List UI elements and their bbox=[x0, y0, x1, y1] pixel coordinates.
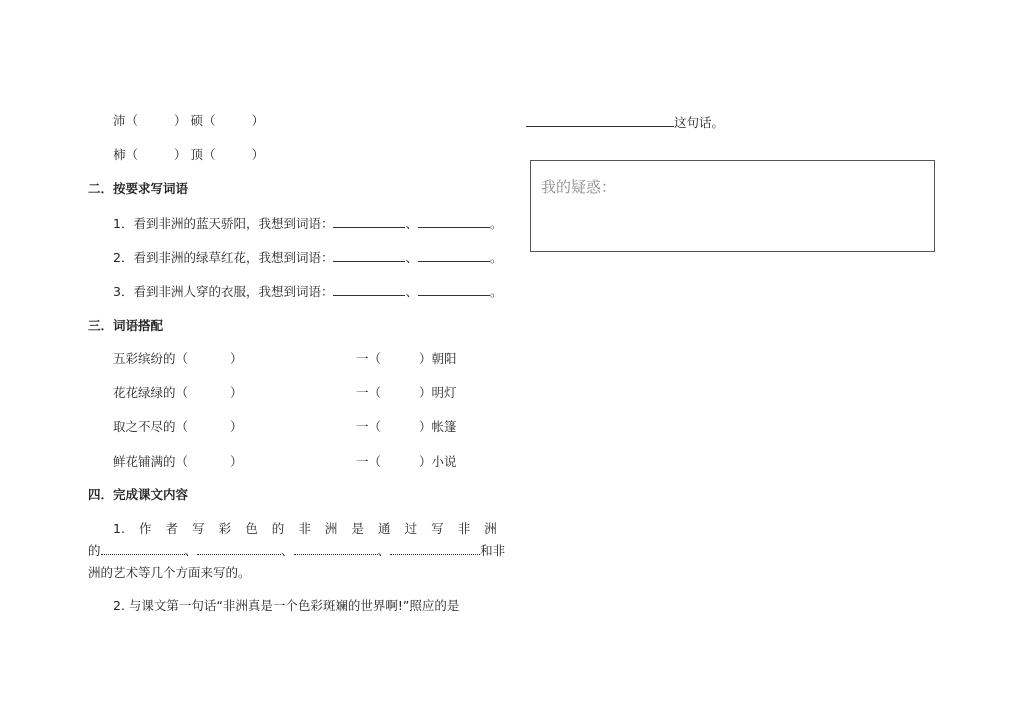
period: 。 bbox=[489, 284, 503, 299]
q1-char: 非 bbox=[298, 521, 311, 536]
match-phrase: 鲜花铺满的 bbox=[113, 454, 176, 469]
match-noun: 明灯 bbox=[431, 385, 457, 400]
match-noun: 帐篷 bbox=[431, 419, 457, 434]
section-2-title: 二．按要求写词语 bbox=[88, 181, 189, 196]
question-box[interactable] bbox=[530, 160, 935, 252]
paren: （ bbox=[125, 147, 139, 162]
separator: 、 bbox=[377, 543, 391, 558]
paren: ） bbox=[174, 113, 187, 128]
q1-char: 作 bbox=[138, 521, 152, 536]
char-2: 硕 bbox=[190, 113, 204, 128]
paren: （ bbox=[175, 385, 189, 400]
paren: （ bbox=[175, 454, 189, 469]
char-row-2 bbox=[113, 147, 264, 163]
answer-blank[interactable] bbox=[333, 215, 405, 228]
paren: （ bbox=[368, 385, 382, 400]
section-3-title: 三．词语搭配 bbox=[88, 318, 164, 333]
paren: ） bbox=[419, 385, 432, 400]
item-number: 1． bbox=[113, 216, 134, 231]
match-phrase: 取之不尽的 bbox=[113, 419, 176, 434]
separator: 、 bbox=[281, 543, 294, 558]
q1-char: 者 bbox=[165, 521, 179, 536]
paren: （ bbox=[203, 113, 216, 128]
match-right-2 bbox=[356, 385, 457, 401]
answer-blank[interactable] bbox=[418, 215, 490, 228]
paren: ） bbox=[419, 454, 432, 469]
item-number: 3． bbox=[113, 284, 134, 299]
paren: ） bbox=[230, 351, 243, 366]
q1-char: 洲 bbox=[324, 521, 338, 536]
paren: （ bbox=[125, 113, 139, 128]
separator: 、 bbox=[184, 543, 198, 558]
char-2: 顶 bbox=[190, 147, 204, 162]
separator: 、 bbox=[405, 250, 418, 265]
q1-char: 写 bbox=[431, 521, 444, 536]
q1-text: 和非 bbox=[480, 543, 506, 558]
q1-number: 1. bbox=[113, 521, 125, 536]
s4-q2: 2. 与课文第一句话“非洲真是一个色彩斑斓的世界啊!”照应的是 bbox=[113, 598, 460, 613]
paren: ） bbox=[251, 113, 265, 128]
match-phrase: 花花绿绿的 bbox=[113, 385, 176, 400]
match-left-4 bbox=[113, 454, 243, 470]
match-prefix: 一 bbox=[356, 351, 369, 366]
answer-blank[interactable] bbox=[418, 283, 490, 296]
item-number: 2． bbox=[113, 250, 134, 265]
s2-item-3 bbox=[113, 283, 503, 300]
paren: （ bbox=[203, 147, 216, 162]
q1-char: 通 bbox=[378, 521, 391, 536]
s4-q1-line3: 洲的艺术等几个方面来写的。 bbox=[88, 565, 251, 580]
q1-char: 写 bbox=[192, 521, 205, 536]
item-text: 看到非洲的蓝天骄阳，我想到词语： bbox=[133, 216, 334, 231]
match-left-2 bbox=[113, 385, 243, 401]
match-prefix: 一 bbox=[356, 419, 369, 434]
paren: （ bbox=[368, 454, 382, 469]
q1-char: 色 bbox=[245, 521, 258, 536]
match-noun: 朝阳 bbox=[431, 351, 457, 366]
s2-item-2 bbox=[113, 249, 503, 266]
match-prefix: 一 bbox=[356, 454, 369, 469]
paren: （ bbox=[175, 419, 189, 434]
answer-blank[interactable] bbox=[333, 283, 405, 296]
period: 。 bbox=[489, 250, 503, 265]
item-text: 看到非洲的绿草红花，我想到词语： bbox=[133, 250, 334, 265]
paren: ） bbox=[419, 351, 432, 366]
answer-blank[interactable] bbox=[526, 114, 674, 127]
match-right-4 bbox=[356, 454, 457, 470]
q1-char: 的 bbox=[271, 521, 285, 536]
char-1: 沛 bbox=[113, 113, 126, 128]
separator: 、 bbox=[405, 216, 418, 231]
q1-char: 彩 bbox=[218, 521, 232, 536]
s2-item-1 bbox=[113, 215, 503, 232]
char-row-1 bbox=[113, 113, 264, 129]
answer-blank[interactable] bbox=[294, 542, 378, 555]
match-left-1 bbox=[113, 351, 243, 367]
paren: （ bbox=[368, 351, 382, 366]
answer-blank[interactable] bbox=[390, 542, 480, 555]
q1-text: 的 bbox=[88, 543, 101, 558]
q1-char: 非 bbox=[457, 521, 471, 536]
paren: ） bbox=[251, 147, 265, 162]
answer-blank[interactable] bbox=[197, 542, 281, 555]
period: 。 bbox=[489, 216, 503, 231]
paren: ） bbox=[174, 147, 187, 162]
match-right-1 bbox=[356, 351, 457, 367]
s4-q1-line1 bbox=[113, 521, 497, 537]
q1-char: 洲 bbox=[484, 521, 497, 536]
s4-q1-line2 bbox=[88, 542, 505, 559]
separator: 、 bbox=[405, 284, 418, 299]
match-phrase: 五彩缤纷的 bbox=[113, 351, 176, 366]
char-1: 柿 bbox=[113, 147, 126, 162]
match-noun: 小说 bbox=[431, 454, 457, 469]
paren: ） bbox=[419, 419, 432, 434]
match-right-3 bbox=[356, 419, 457, 435]
paren: ） bbox=[230, 385, 243, 400]
match-prefix: 一 bbox=[356, 385, 369, 400]
answer-blank[interactable] bbox=[418, 249, 490, 262]
paren: （ bbox=[175, 351, 189, 366]
paren: ） bbox=[230, 454, 243, 469]
item-text: 看到非洲人穿的衣服，我想到词语： bbox=[133, 284, 334, 299]
answer-blank[interactable] bbox=[333, 249, 405, 262]
q1-char: 是 bbox=[351, 521, 364, 536]
box-label: 我的疑惑： bbox=[541, 178, 617, 196]
section-4-title: 四．完成课文内容 bbox=[88, 487, 189, 502]
answer-blank[interactable] bbox=[101, 542, 185, 555]
q1-char: 过 bbox=[404, 521, 418, 536]
paren: （ bbox=[368, 419, 382, 434]
match-left-3 bbox=[113, 419, 243, 435]
paren: ） bbox=[230, 419, 243, 434]
continuation-text: 这句话。 bbox=[674, 115, 725, 130]
continuation-line bbox=[526, 114, 724, 131]
